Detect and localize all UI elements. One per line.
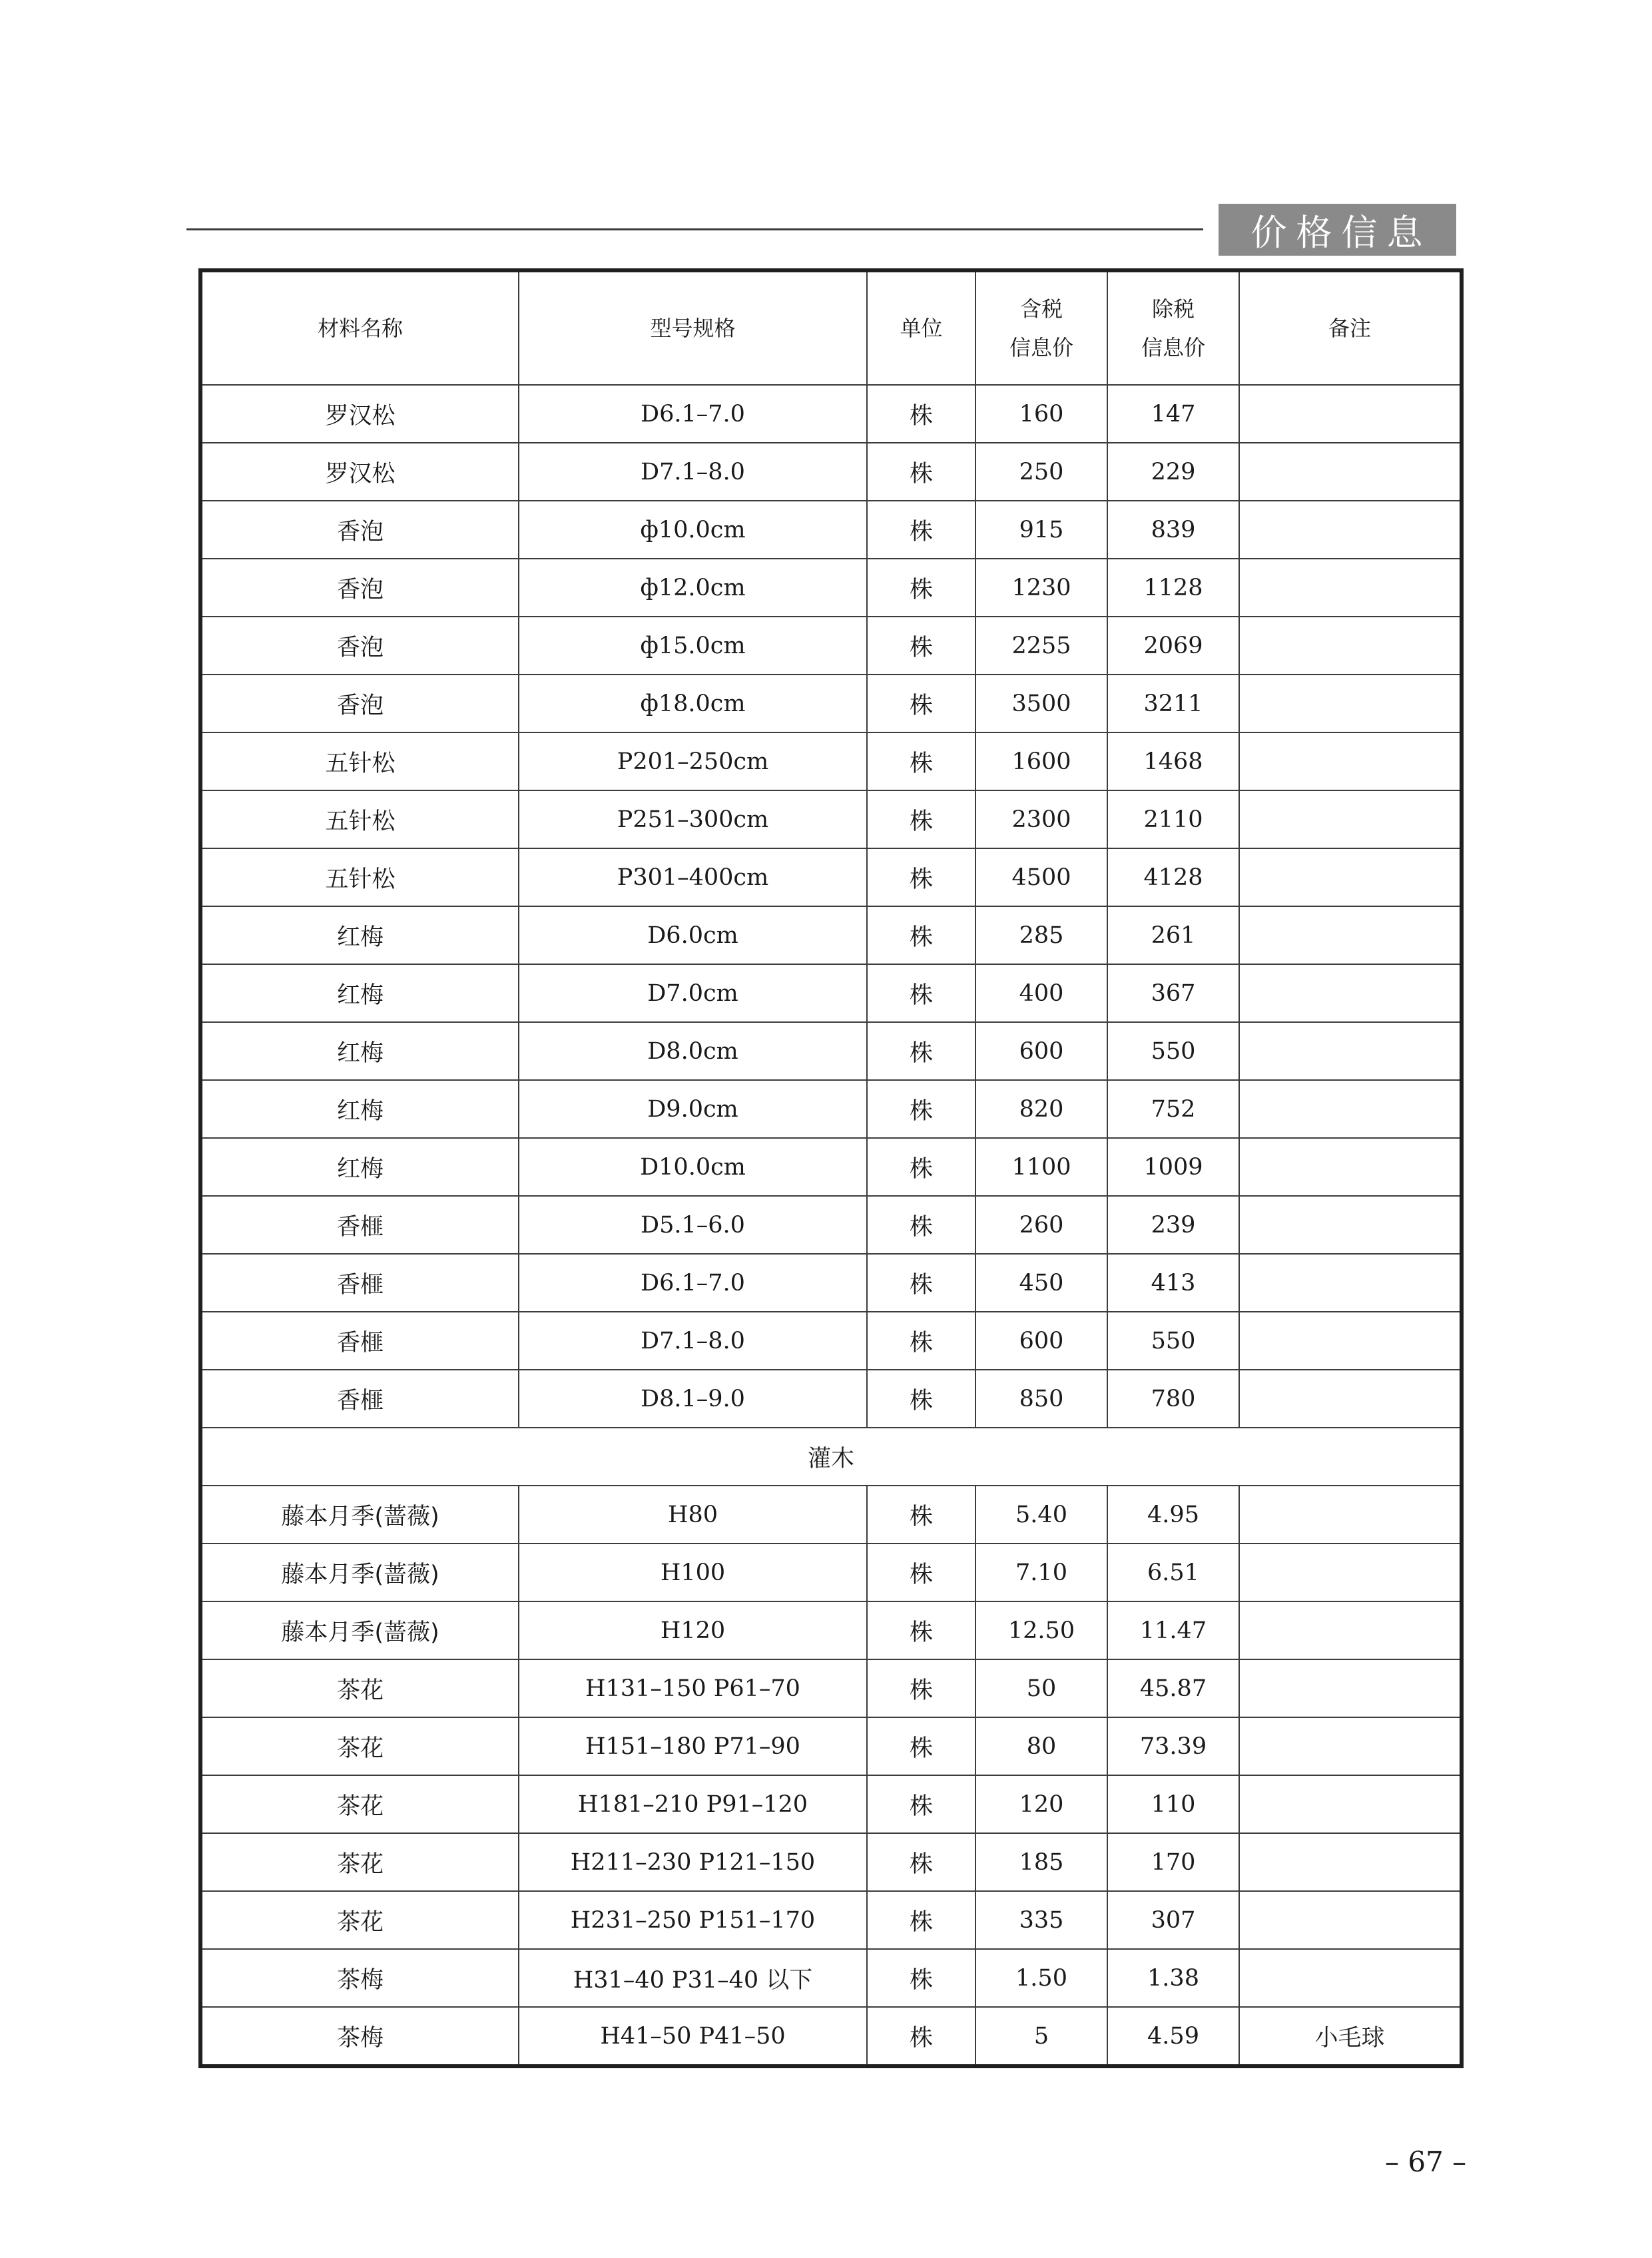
cell-price-excl: 239 bbox=[1107, 1196, 1239, 1254]
cell-note bbox=[1239, 559, 1462, 617]
cell-unit: 株 bbox=[867, 1312, 975, 1370]
cell-name: 香榧 bbox=[200, 1312, 519, 1370]
cell-price-excl: 4.59 bbox=[1107, 2007, 1239, 2066]
cell-note bbox=[1239, 385, 1462, 443]
cell-name: 藤本月季(蔷薇) bbox=[200, 1544, 519, 1601]
cell-name: 红梅 bbox=[200, 1022, 519, 1080]
cell-price-incl: 1600 bbox=[975, 732, 1107, 790]
cell-spec: H80 bbox=[519, 1486, 867, 1544]
cell-note bbox=[1239, 1138, 1462, 1196]
cell-note bbox=[1239, 1949, 1462, 2007]
cell-spec: ф15.0cm bbox=[519, 617, 867, 675]
cell-spec: P301–400cm bbox=[519, 848, 867, 906]
cell-price-excl: 550 bbox=[1107, 1022, 1239, 1080]
table-row bbox=[200, 1196, 1462, 1254]
table-row bbox=[200, 1254, 1462, 1312]
cell-price-incl: 4500 bbox=[975, 848, 1107, 906]
cell-unit: 株 bbox=[867, 1080, 975, 1138]
cell-price-excl: 1.38 bbox=[1107, 1949, 1239, 2007]
table-row bbox=[200, 1891, 1462, 1949]
table-row bbox=[200, 1833, 1462, 1891]
cell-unit: 株 bbox=[867, 1949, 975, 2007]
cell-spec: H181–210 P91–120 bbox=[519, 1775, 867, 1833]
table-row bbox=[200, 848, 1462, 906]
table-header-row bbox=[200, 270, 1462, 385]
cell-price-excl: 4.95 bbox=[1107, 1486, 1239, 1544]
table-row bbox=[200, 1775, 1462, 1833]
cell-unit: 株 bbox=[867, 501, 975, 559]
cell-unit: 株 bbox=[867, 1138, 975, 1196]
cell-unit: 株 bbox=[867, 1659, 975, 1717]
table-row bbox=[200, 1370, 1462, 1428]
cell-unit: 株 bbox=[867, 964, 975, 1022]
cell-spec: H31–40 P31–40 以下 bbox=[519, 1949, 867, 2007]
cell-name: 五针松 bbox=[200, 848, 519, 906]
cell-spec: D10.0cm bbox=[519, 1138, 867, 1196]
table-row bbox=[200, 1544, 1462, 1601]
cell-price-excl: 367 bbox=[1107, 964, 1239, 1022]
cell-note: 小毛球 bbox=[1239, 2007, 1462, 2066]
cell-price-excl: 2069 bbox=[1107, 617, 1239, 675]
cell-unit: 株 bbox=[867, 559, 975, 617]
table-row bbox=[200, 906, 1462, 964]
table-row bbox=[200, 559, 1462, 617]
table-row bbox=[200, 1949, 1462, 2007]
cell-price-incl: 850 bbox=[975, 1370, 1107, 1428]
table-row bbox=[200, 790, 1462, 848]
cell-note bbox=[1239, 1544, 1462, 1601]
col-header-price-incl-line2: 信息价 bbox=[1009, 335, 1073, 360]
table-row bbox=[200, 1659, 1462, 1717]
col-header-price-excl bbox=[1107, 270, 1239, 385]
table-row bbox=[200, 1312, 1462, 1370]
cell-note bbox=[1239, 1601, 1462, 1659]
cell-unit: 株 bbox=[867, 848, 975, 906]
cell-name: 红梅 bbox=[200, 906, 519, 964]
cell-unit: 株 bbox=[867, 1196, 975, 1254]
cell-price-incl: 915 bbox=[975, 501, 1107, 559]
cell-note bbox=[1239, 848, 1462, 906]
cell-spec: H100 bbox=[519, 1544, 867, 1601]
cell-price-incl: 12.50 bbox=[975, 1601, 1107, 1659]
cell-price-incl: 600 bbox=[975, 1022, 1107, 1080]
table-row bbox=[200, 501, 1462, 559]
cell-unit: 株 bbox=[867, 617, 975, 675]
cell-spec: ф10.0cm bbox=[519, 501, 867, 559]
table-row bbox=[200, 1601, 1462, 1659]
cell-note bbox=[1239, 1775, 1462, 1833]
cell-spec: H120 bbox=[519, 1601, 867, 1659]
cell-note bbox=[1239, 1254, 1462, 1312]
header-rule bbox=[186, 228, 1203, 230]
cell-note bbox=[1239, 443, 1462, 501]
cell-spec: D9.0cm bbox=[519, 1080, 867, 1138]
cell-name: 香榧 bbox=[200, 1370, 519, 1428]
cell-note bbox=[1239, 1833, 1462, 1891]
cell-unit: 株 bbox=[867, 1775, 975, 1833]
cell-price-excl: 170 bbox=[1107, 1833, 1239, 1891]
cell-unit: 株 bbox=[867, 1891, 975, 1949]
table-row bbox=[200, 732, 1462, 790]
col-header-price-incl bbox=[975, 270, 1107, 385]
cell-unit: 株 bbox=[867, 1717, 975, 1775]
cell-unit: 株 bbox=[867, 1486, 975, 1544]
col-header-unit: 单位 bbox=[867, 270, 975, 385]
cell-note bbox=[1239, 906, 1462, 964]
cell-note bbox=[1239, 790, 1462, 848]
cell-note bbox=[1239, 1486, 1462, 1544]
cell-name: 茶梅 bbox=[200, 1949, 519, 2007]
table-row bbox=[200, 1022, 1462, 1080]
cell-note bbox=[1239, 732, 1462, 790]
cell-name: 罗汉松 bbox=[200, 443, 519, 501]
price-table bbox=[198, 268, 1464, 2068]
cell-unit: 株 bbox=[867, 790, 975, 848]
col-header-name: 材料名称 bbox=[200, 270, 519, 385]
col-header-price-excl-line2: 信息价 bbox=[1141, 335, 1205, 360]
cell-name: 茶花 bbox=[200, 1833, 519, 1891]
cell-spec: H131–150 P61–70 bbox=[519, 1659, 867, 1717]
cell-spec: ф12.0cm bbox=[519, 559, 867, 617]
cell-spec: ф18.0cm bbox=[519, 675, 867, 732]
cell-spec: D6.1–7.0 bbox=[519, 385, 867, 443]
table-row bbox=[200, 443, 1462, 501]
cell-spec: P201–250cm bbox=[519, 732, 867, 790]
cell-price-excl: 839 bbox=[1107, 501, 1239, 559]
cell-name: 香泡 bbox=[200, 675, 519, 732]
cell-price-incl: 400 bbox=[975, 964, 1107, 1022]
cell-spec: D7.0cm bbox=[519, 964, 867, 1022]
table-body bbox=[200, 385, 1462, 2066]
cell-name: 茶花 bbox=[200, 1891, 519, 1949]
table-row bbox=[200, 1138, 1462, 1196]
cell-name: 罗汉松 bbox=[200, 385, 519, 443]
cell-unit: 株 bbox=[867, 2007, 975, 2066]
cell-price-excl: 73.39 bbox=[1107, 1717, 1239, 1775]
cell-price-incl: 1.50 bbox=[975, 1949, 1107, 2007]
cell-note bbox=[1239, 1022, 1462, 1080]
cell-price-excl: 11.47 bbox=[1107, 1601, 1239, 1659]
cell-note bbox=[1239, 617, 1462, 675]
cell-price-excl: 4128 bbox=[1107, 848, 1239, 906]
col-header-price-excl-line1: 除税 bbox=[1151, 296, 1195, 322]
table-row bbox=[200, 617, 1462, 675]
cell-price-excl: 110 bbox=[1107, 1775, 1239, 1833]
cell-price-excl: 2110 bbox=[1107, 790, 1239, 848]
cell-note bbox=[1239, 675, 1462, 732]
cell-name: 香泡 bbox=[200, 501, 519, 559]
cell-unit: 株 bbox=[867, 1601, 975, 1659]
cell-price-incl: 2255 bbox=[975, 617, 1107, 675]
cell-unit: 株 bbox=[867, 443, 975, 501]
cell-price-incl: 7.10 bbox=[975, 1544, 1107, 1601]
cell-name: 藤本月季(蔷薇) bbox=[200, 1486, 519, 1544]
cell-spec: H231–250 P151–170 bbox=[519, 1891, 867, 1949]
cell-price-excl: 3211 bbox=[1107, 675, 1239, 732]
cell-price-incl: 1230 bbox=[975, 559, 1107, 617]
cell-price-excl: 550 bbox=[1107, 1312, 1239, 1370]
cell-price-incl: 1100 bbox=[975, 1138, 1107, 1196]
cell-unit: 株 bbox=[867, 1833, 975, 1891]
cell-price-incl: 2300 bbox=[975, 790, 1107, 848]
cell-price-incl: 600 bbox=[975, 1312, 1107, 1370]
cell-spec: H211–230 P121–150 bbox=[519, 1833, 867, 1891]
cell-spec: D5.1–6.0 bbox=[519, 1196, 867, 1254]
cell-note bbox=[1239, 964, 1462, 1022]
cell-name: 五针松 bbox=[200, 790, 519, 848]
cell-note bbox=[1239, 1080, 1462, 1138]
cell-note bbox=[1239, 501, 1462, 559]
cell-name: 香榧 bbox=[200, 1196, 519, 1254]
cell-name: 五针松 bbox=[200, 732, 519, 790]
cell-price-excl: 45.87 bbox=[1107, 1659, 1239, 1717]
cell-unit: 株 bbox=[867, 906, 975, 964]
cell-note bbox=[1239, 1891, 1462, 1949]
cell-price-incl: 80 bbox=[975, 1717, 1107, 1775]
cell-price-incl: 335 bbox=[975, 1891, 1107, 1949]
cell-price-excl: 413 bbox=[1107, 1254, 1239, 1312]
cell-unit: 株 bbox=[867, 385, 975, 443]
cell-price-incl: 5 bbox=[975, 2007, 1107, 2066]
cell-price-excl: 1468 bbox=[1107, 732, 1239, 790]
cell-price-incl: 120 bbox=[975, 1775, 1107, 1833]
cell-spec: H151–180 P71–90 bbox=[519, 1717, 867, 1775]
section-label: 灌木 bbox=[200, 1428, 1462, 1486]
cell-price-incl: 185 bbox=[975, 1833, 1107, 1891]
cell-price-incl: 260 bbox=[975, 1196, 1107, 1254]
col-header-note: 备注 bbox=[1239, 270, 1462, 385]
section-badge: 价格信息 bbox=[1219, 204, 1456, 256]
cell-name: 茶梅 bbox=[200, 2007, 519, 2066]
table-row bbox=[200, 1486, 1462, 1544]
cell-name: 茶花 bbox=[200, 1717, 519, 1775]
cell-price-incl: 285 bbox=[975, 906, 1107, 964]
cell-unit: 株 bbox=[867, 1254, 975, 1312]
section-row bbox=[200, 1428, 1462, 1486]
table-row bbox=[200, 675, 1462, 732]
cell-note bbox=[1239, 1717, 1462, 1775]
cell-name: 茶花 bbox=[200, 1659, 519, 1717]
cell-note bbox=[1239, 1196, 1462, 1254]
cell-note bbox=[1239, 1659, 1462, 1717]
cell-price-incl: 160 bbox=[975, 385, 1107, 443]
cell-price-incl: 3500 bbox=[975, 675, 1107, 732]
cell-note bbox=[1239, 1312, 1462, 1370]
cell-spec: P251–300cm bbox=[519, 790, 867, 848]
cell-note bbox=[1239, 1370, 1462, 1428]
col-header-spec: 型号规格 bbox=[519, 270, 867, 385]
table-row bbox=[200, 1717, 1462, 1775]
cell-spec: H41–50 P41–50 bbox=[519, 2007, 867, 2066]
cell-name: 香榧 bbox=[200, 1254, 519, 1312]
cell-price-excl: 1009 bbox=[1107, 1138, 1239, 1196]
cell-price-incl: 250 bbox=[975, 443, 1107, 501]
cell-unit: 株 bbox=[867, 732, 975, 790]
cell-price-excl: 752 bbox=[1107, 1080, 1239, 1138]
cell-price-excl: 261 bbox=[1107, 906, 1239, 964]
table-row bbox=[200, 964, 1462, 1022]
cell-name: 香泡 bbox=[200, 559, 519, 617]
cell-price-excl: 307 bbox=[1107, 1891, 1239, 1949]
cell-price-excl: 780 bbox=[1107, 1370, 1239, 1428]
cell-unit: 株 bbox=[867, 1022, 975, 1080]
cell-price-incl: 820 bbox=[975, 1080, 1107, 1138]
cell-spec: D6.0cm bbox=[519, 906, 867, 964]
cell-spec: D7.1–8.0 bbox=[519, 1312, 867, 1370]
cell-name: 茶花 bbox=[200, 1775, 519, 1833]
cell-unit: 株 bbox=[867, 1370, 975, 1428]
cell-spec: D7.1–8.0 bbox=[519, 443, 867, 501]
page-number: – 67 – bbox=[1385, 2145, 1467, 2178]
cell-price-incl: 5.40 bbox=[975, 1486, 1107, 1544]
table-row bbox=[200, 385, 1462, 443]
col-header-price-incl-line1: 含税 bbox=[1019, 296, 1063, 322]
cell-price-excl: 1128 bbox=[1107, 559, 1239, 617]
cell-unit: 株 bbox=[867, 675, 975, 732]
cell-name: 藤本月季(蔷薇) bbox=[200, 1601, 519, 1659]
cell-price-excl: 229 bbox=[1107, 443, 1239, 501]
cell-name: 红梅 bbox=[200, 1138, 519, 1196]
cell-price-excl: 6.51 bbox=[1107, 1544, 1239, 1601]
cell-price-excl: 147 bbox=[1107, 385, 1239, 443]
cell-spec: D8.0cm bbox=[519, 1022, 867, 1080]
cell-spec: D8.1–9.0 bbox=[519, 1370, 867, 1428]
cell-unit: 株 bbox=[867, 1544, 975, 1601]
cell-price-incl: 450 bbox=[975, 1254, 1107, 1312]
cell-name: 红梅 bbox=[200, 964, 519, 1022]
table-row bbox=[200, 2007, 1462, 2066]
cell-spec: D6.1–7.0 bbox=[519, 1254, 867, 1312]
cell-name: 红梅 bbox=[200, 1080, 519, 1138]
table-row bbox=[200, 1080, 1462, 1138]
cell-price-incl: 50 bbox=[975, 1659, 1107, 1717]
cell-name: 香泡 bbox=[200, 617, 519, 675]
